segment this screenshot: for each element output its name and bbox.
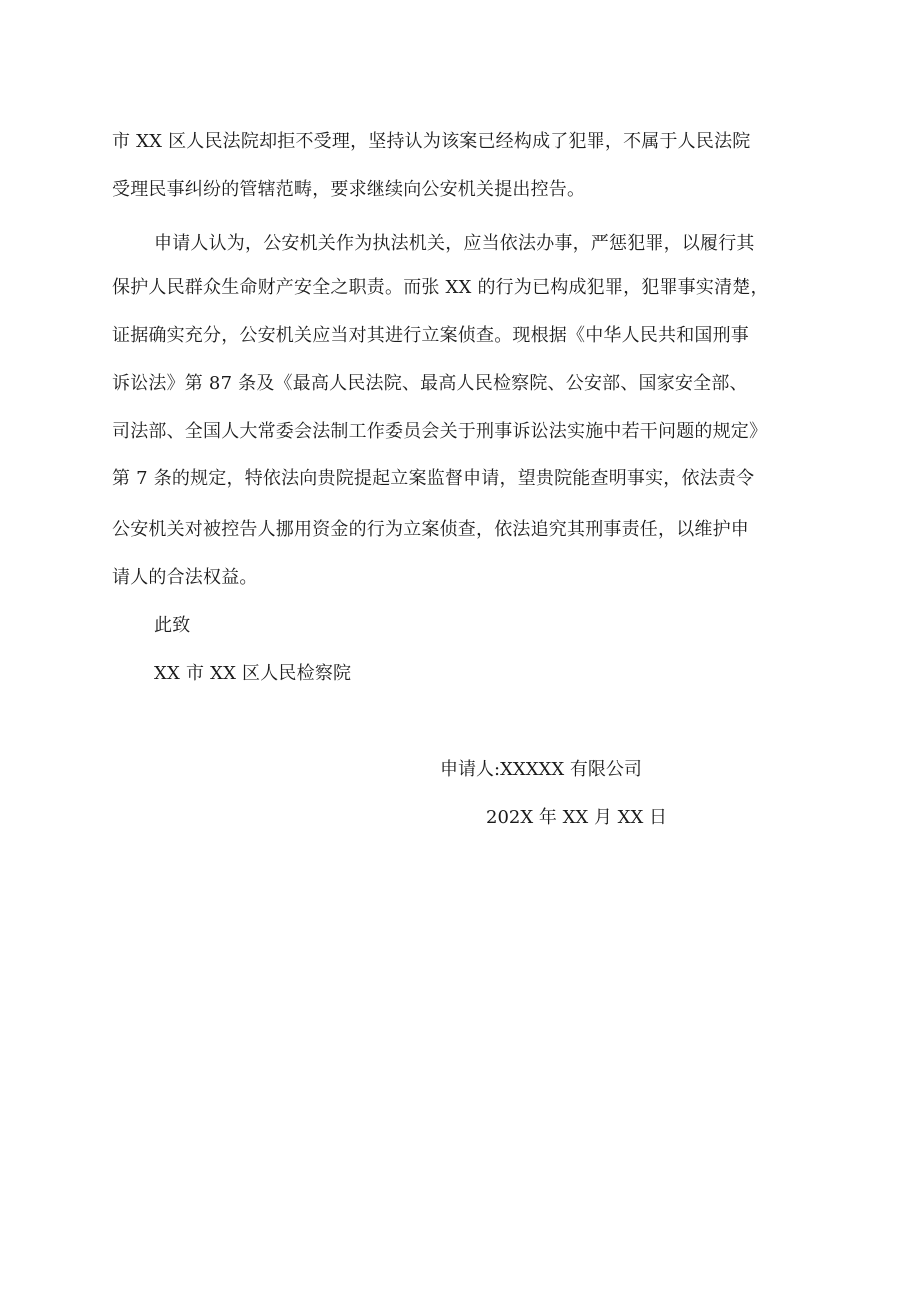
paragraph2-line-6: 第 7 条的规定，特依法向贵院提起立案监督申请，望贵院能查明事实，依法责令 (112, 468, 755, 489)
signature-date: 202X 年 XX 月 XX 日 (486, 807, 668, 828)
paragraph1-line-1: 市 XX 区人民法院却拒不受理，坚持认为该案已经构成了犯罪，不属于人民法院 (112, 131, 751, 152)
paragraph2-line-7: 公安机关对被控告人挪用资金的行为立案侦查，依法追究其刑事责任，以维护申 (112, 519, 749, 540)
closing-salutation: 此致 (154, 615, 191, 636)
paragraph2-line-4: 诉讼法》第 87 条及《最高人民法院、最高人民检察院、公安部、国家安全部、 (112, 373, 748, 394)
paragraph2-line-1: 申请人认为，公安机关作为执法机关，应当依法办事，严惩犯罪，以履行其 (154, 233, 755, 254)
paragraph1-line-2: 受理民事纠纷的管辖范畴，要求继续向公安机关提出控告。 (112, 179, 586, 200)
paragraph2-line-2: 保护人民群众生命财产安全之职责。而张 XX 的行为已构成犯罪，犯罪事实清楚， (112, 277, 769, 298)
paragraph2-line-5: 司法部、全国人大常委会法制工作委员会关于刑事诉讼法实施中若干问题的规定》 (112, 421, 768, 442)
signature-applicant: 申请人:XXXXX 有限公司 (440, 759, 642, 780)
paragraph2-line-8: 请人的合法权益。 (112, 567, 258, 588)
closing-recipient: XX 市 XX 区人民检察院 (154, 663, 352, 684)
paragraph2-line-3: 证据确实充分，公安机关应当对其进行立案侦查。现根据《中华人民共和国刑事 (112, 325, 749, 346)
